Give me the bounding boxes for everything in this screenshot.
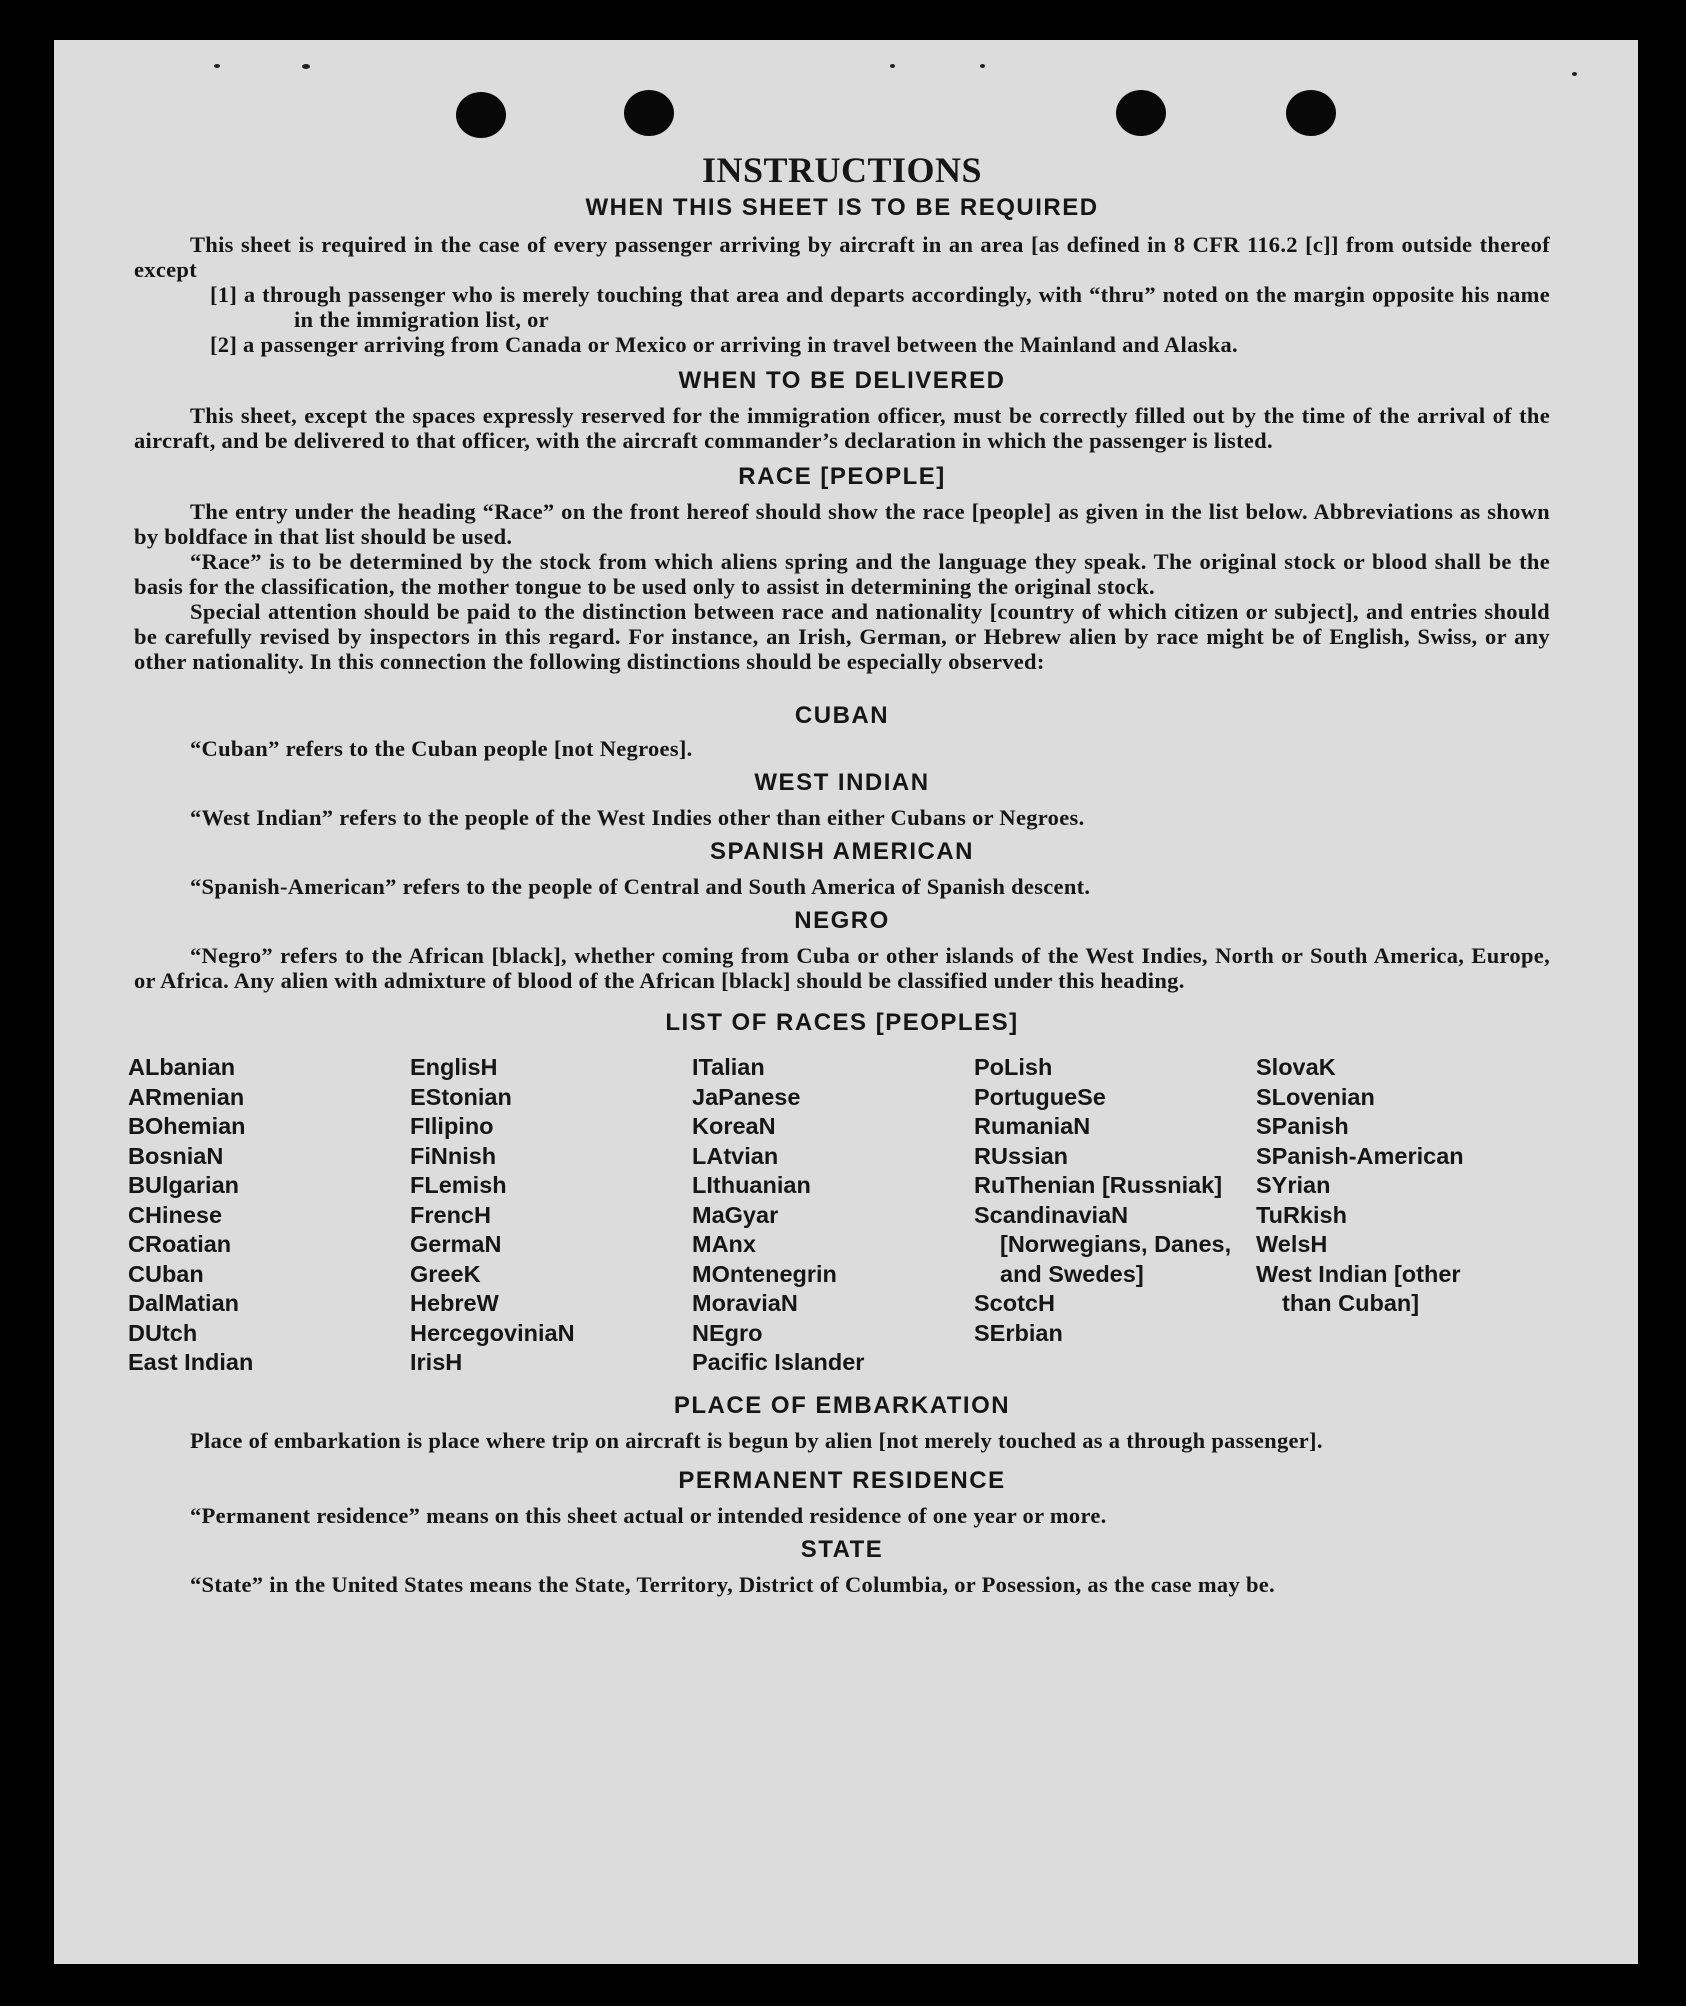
race-entry: FiNnish — [410, 1142, 497, 1169]
dust-speck — [980, 64, 985, 68]
section-heading-delivered: WHEN TO BE DELIVERED — [678, 367, 1006, 394]
embarkation-text: Place of embarkation is place where trip on aircraft is begun by alien [not merely touched as a through passenger]. — [190, 1427, 1323, 1453]
race-entry: East Indian — [128, 1349, 254, 1375]
section-heading-cuban: CUBAN — [794, 702, 890, 729]
section-heading-required: WHEN THIS SHEET IS TO BE REQUIRED — [585, 194, 1099, 221]
race-entry: HebreW — [410, 1290, 499, 1316]
race-entry: SlovaK — [1256, 1054, 1336, 1080]
race-entry: ScotcH — [974, 1290, 1055, 1316]
instructions-content — [128, 148, 1550, 1597]
race-entry: PoLish — [974, 1054, 1053, 1080]
race-entry: FrencH — [410, 1201, 491, 1228]
race-entry: HercegoviniaN — [410, 1319, 575, 1346]
race-entry: DUtch — [128, 1319, 198, 1346]
required-intro: This sheet is required in the case of every passenger arriving by aircraft in an area [as defined in 8 CFR 116.2 [c]] from outside thereof except — [134, 232, 1550, 282]
race-entry: TuRkish — [1256, 1201, 1347, 1228]
required-item-2: [2] a passenger arriving from Canada or Mexico or arriving in travel between the Mainland and Alaska. — [210, 332, 1238, 357]
race-entry: KoreaN — [692, 1113, 776, 1139]
race-entry: West Indian [other than Cuban] — [1256, 1260, 1461, 1316]
races-column — [974, 1053, 1256, 1378]
punch-hole — [624, 90, 674, 136]
race-entry: SPanish — [1256, 1113, 1349, 1139]
race-entry: RuThenian [Russniak] — [974, 1172, 1223, 1198]
race-entry: DalMatian — [128, 1290, 239, 1316]
race-entry: ALbanian — [128, 1054, 236, 1080]
race-paragraph-3: Special attention should be paid to the distinction between race and nationality [country of which citizen or subject], and entries should be carefully revised by inspectors in this regard. For instance, an Irish, German, or Hebrew alien by race might be of English, Swiss, or any other nationality. In this connection the following distinctions should be especially observed: — [134, 599, 1550, 674]
race-entry: GreeK — [410, 1260, 481, 1287]
cuban-text: “Cuban” refers to the Cuban people [not Negroes]. — [190, 736, 693, 761]
race-entry: EnglisH — [410, 1054, 498, 1080]
races-column — [410, 1053, 692, 1378]
dust-speck — [302, 64, 310, 69]
negro-text: “Negro” refers to the African [black], whether coming from Cuba or other islands of the West Indies, North or South America, Europe, or Africa. Any alien with admixture of blood of the African [black] should be classified under this heading. — [134, 943, 1550, 993]
west-indian-text: “West Indian” refers to the people of the West Indies other than either Cubans or Negroes. — [190, 805, 1085, 830]
race-entry: FLemish — [410, 1172, 507, 1198]
required-item-1: [1] a through passenger who is merely touching that area and departs accordingly, with “thru” noted on the margin opposite his name in the immigration list, or — [210, 282, 1550, 332]
race-entry: SErbian — [974, 1319, 1063, 1346]
races-column — [128, 1053, 410, 1378]
race-entry: CRoatian — [128, 1231, 232, 1257]
spanish-american-text: “Spanish-American” refers to the people of Central and South America of Spanish descent. — [190, 874, 1091, 899]
race-entry: ARmenian — [128, 1083, 245, 1110]
race-entry: MaGyar — [692, 1201, 779, 1228]
residence-text: “Permanent residence” means on this sheet actual or intended residence of one year or more. — [190, 1502, 1107, 1528]
race-entry: ITalian — [692, 1054, 765, 1080]
race-entry: ScandinaviaN [Norwegians, Danes, and Swedes] — [974, 1201, 1232, 1287]
race-entry: BOhemian — [128, 1113, 246, 1139]
section-heading-negro: NEGRO — [794, 907, 890, 934]
section-heading-spanish-american: SPANISH AMERICAN — [709, 838, 974, 865]
race-entry: BUlgarian — [128, 1172, 239, 1198]
race-entry: SYrian — [1256, 1172, 1331, 1198]
race-entry: RumaniaN — [974, 1113, 1091, 1139]
page-title: INSTRUCTIONS — [701, 150, 983, 190]
dust-speck — [1572, 72, 1577, 76]
race-entry: CUban — [128, 1260, 204, 1287]
section-heading-race: RACE [PEOPLE] — [738, 463, 946, 490]
race-entry: FIlipino — [410, 1113, 494, 1139]
section-heading-residence: PERMANENT RESIDENCE — [678, 1466, 1006, 1494]
race-entry: IrisH — [410, 1349, 463, 1375]
race-entry: EStonian — [410, 1083, 512, 1110]
races-list — [128, 1053, 1550, 1378]
race-entry: GermaN — [410, 1231, 502, 1257]
race-paragraph-2: “Race” is to be determined by the stock from which aliens spring and the language they speak. The original stock or blood shall be the basis for the classification, the mother tongue to be used only to assist in determining the original stock. — [134, 549, 1550, 599]
races-column — [692, 1053, 974, 1378]
race-entry: BosniaN — [128, 1142, 224, 1169]
document-page — [54, 40, 1638, 1964]
race-paragraph-1: The entry under the heading “Race” on the front hereof should show the race [people] as given in the list below. Abbreviations as shown by boldface in that list should be used. — [134, 499, 1550, 549]
race-entry: WelsH — [1256, 1231, 1328, 1257]
race-entry: LAtvian — [692, 1142, 779, 1169]
punch-hole — [1116, 90, 1166, 136]
section-heading-state: STATE — [800, 1535, 884, 1563]
section-heading-embarkation: PLACE OF EMBARKATION — [673, 1391, 1011, 1419]
punch-hole — [456, 92, 506, 138]
race-entry: SPanish-American — [1256, 1142, 1464, 1169]
race-entry: NEgro — [692, 1319, 763, 1346]
race-entry: RUssian — [974, 1142, 1069, 1169]
dust-speck — [890, 64, 895, 68]
dust-speck — [214, 64, 220, 68]
punch-hole — [1286, 90, 1336, 136]
race-entry: CHinese — [128, 1201, 223, 1228]
section-heading-list-of-races: LIST OF RACES [PEOPLES] — [665, 1009, 1019, 1036]
races-column — [1256, 1053, 1516, 1378]
race-entry: PortugueSe — [974, 1083, 1106, 1110]
race-entry: MOntenegrin — [692, 1260, 837, 1287]
state-text: “State” in the United States means the State, Territory, District of Columbia, or Posession, as the case may be. — [190, 1571, 1275, 1597]
race-entry: Pacific Islander — [692, 1349, 865, 1375]
race-entry: LIthuanian — [692, 1172, 811, 1198]
delivered-text: This sheet, except the spaces expressly reserved for the immigration officer, must be correctly filled out by the time of the arrival of the aircraft, and be delivered to that officer, with the aircraft commander’s declaration in which the passenger is listed. — [134, 403, 1550, 453]
race-entry: SLovenian — [1256, 1083, 1375, 1110]
section-heading-west-indian: WEST INDIAN — [754, 769, 930, 796]
race-entry: JaPanese — [692, 1083, 801, 1110]
race-entry: MAnx — [692, 1231, 756, 1257]
race-entry: MoraviaN — [692, 1290, 798, 1316]
